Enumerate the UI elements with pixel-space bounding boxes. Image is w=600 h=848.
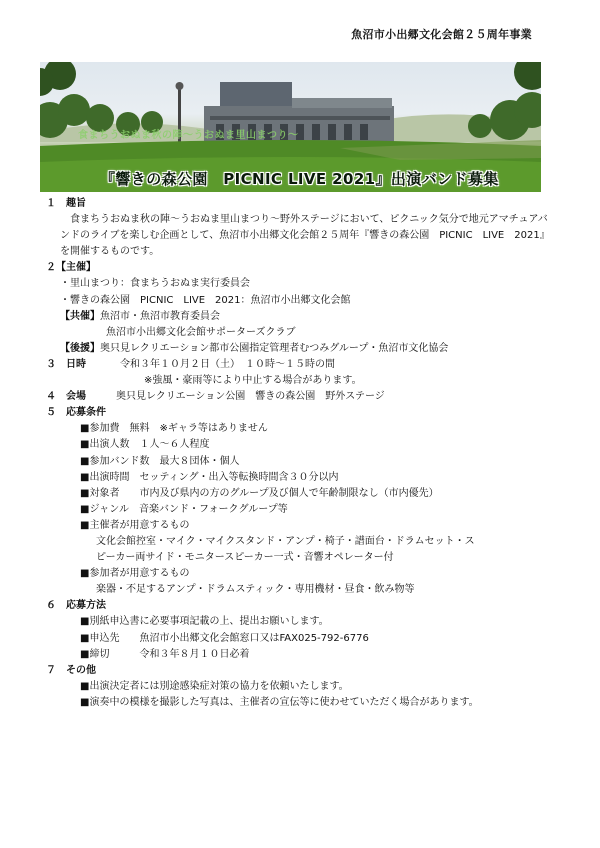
section-6-heading: ６ 応募方法 [46,600,106,612]
apply-item: ■申込先 魚沼市小出郷文化会館窓口又はFAX025-792-6776 [80,632,369,644]
event-tagline: 食まちうおぬま秋の陣〜うおぬま里山まつり〜 [78,130,299,141]
condition-item: ■主催者が用意するもの [80,519,190,531]
section-3-heading: ３ 日時 [46,358,86,370]
section-4-heading: ４ 会場 [46,391,86,403]
support-row [46,341,556,357]
other-item: ■演奏中の模様を撮影した写真は、主催者の宣伝等に使わせていただく場合があります。 [80,696,479,708]
apply-item: ■別紙申込書に必要事項記載の上、提出お願いします。 [80,616,329,628]
date-value: 令和３年１０月２日（土） １０時〜１５時の間 [120,358,335,370]
section-7-heading: ７ その他 [46,664,96,676]
other-item: ■出演決定者には別途感染症対策の協力を依頼いたします。 [80,680,349,692]
participant-label: ■参加者が用意するもの [80,568,190,580]
condition-item: ■対象者 市内及び県内の方のグループ及び個人で年齢制限なし（市内優先） [80,487,439,499]
support-value: 奥只見レクリエーション都市公園指定管理者むつみグループ・魚沼市文化協会 [100,342,449,354]
host-line-1: ・里山まつり：食まちうおぬま実行委員会 [60,278,250,290]
date-note: ※強風・豪雨等により中止する場合があります。 [144,375,362,387]
condition-item: ■参加費 無料 ※ギャラ等はありません [80,423,268,435]
date-row [46,357,556,373]
section-1-body: 食まちうおぬま秋の陣〜うおぬま里山まつり〜野外ステージにおいて、ピクニック気分で地元アマチュアバンドのライブを楽しむ企画として、魚沼市小出郷文化会館２５周年『響きの森公園 PICNIC LIVE 2021』を開催するものです。 [60,214,550,258]
condition-item: ■出演時間 セッティング・出入等転換時間含３０分以内 [80,471,339,483]
support-label: 【後援】 [60,342,100,354]
condition-item: ■ジャンル 音楽バンド・フォークグループ等 [80,503,288,515]
page-title: 『響きの森公園 PICNIC LIVE 2021』出演バンド募集 [100,170,499,188]
section-5-heading: ５ 応募条件 [46,407,106,419]
cohost-value-2: 魚沼市小出郷文化会館サポーターズクラブ [106,326,296,338]
participant-items: 楽器・不足するアンプ・ドラムスティック・専用機材・昼食・飲み物等 [96,584,415,596]
cohost-label: 【共催】 [60,310,100,322]
provided-items-1: 文化会館控室・マイク・マイクスタンド・アンプ・椅子・譜面台・ドラムセット・ス [96,535,475,547]
condition-item: ■出演人数 １人〜６人程度 [80,439,210,451]
cohost-value-1: 魚沼市・魚沼市教育委員会 [100,310,220,322]
venue-value: 奥只見レクリエーション公園 響きの森公園 野外ステージ [116,391,385,403]
cohost-row [46,309,556,325]
provided-items-2: ピーカー両サイド・モニタースピーカー一式・音響オペレーター付 [96,552,394,564]
section-1-heading: １ 趣旨 [46,198,86,209]
document-body [46,196,556,711]
organizer-header: 魚沼市小出郷文化会館２５周年事業 [351,28,532,41]
section-2-heading: ２【主催】 [46,262,96,274]
host-line-2: ・響きの森公園 PICNIC LIVE 2021：魚沼市小出郷文化会館 [60,294,351,306]
condition-item: ■参加バンド数 最大８団体・個人 [80,455,240,467]
venue-row [46,389,556,405]
apply-item: ■締切 令和３年８月１０日必着 [80,648,250,660]
